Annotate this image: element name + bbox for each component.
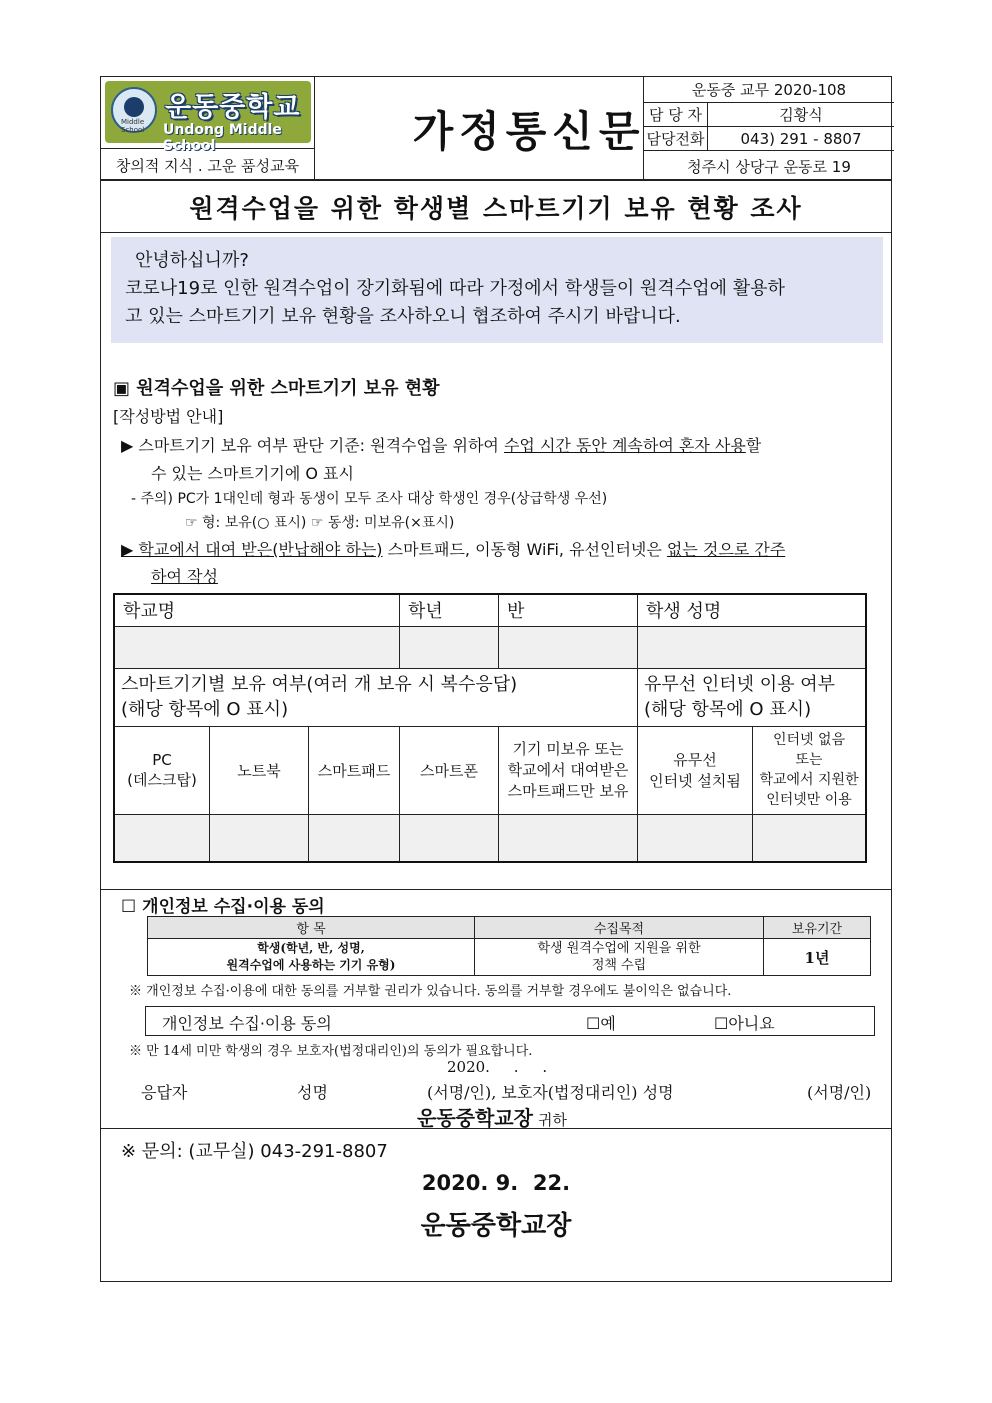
device-ownership-header (114, 668, 638, 726)
privacy-col-item: 항 목 (148, 917, 475, 939)
respondent-name-label: 성명 (297, 1083, 328, 1102)
consent-box (145, 1006, 875, 1036)
pc-column (114, 726, 210, 814)
logo-small-text: Middle School (121, 118, 145, 134)
class-input[interactable] (499, 626, 638, 668)
privacy-heading: ☐ 개인정보 수집·이용 동의 (121, 897, 325, 917)
manager-row (644, 103, 894, 127)
guide-bullet-1-underlined: 수업 시간 동안 계속하여 혼자 사용 (503, 436, 746, 455)
student-name-input[interactable] (638, 626, 867, 668)
guardian-signature: (서명/인) (807, 1083, 872, 1102)
no-internet-answer-cell[interactable] (753, 814, 867, 862)
recipient-suffix: 귀하 (538, 1111, 567, 1129)
consent-no-checkbox[interactable]: ☐아니요 (714, 1014, 775, 1033)
privacy-table (147, 916, 871, 976)
logo-english-name: Undong Middle School (163, 122, 282, 154)
privacy-item-line-1: 학생(학년, 반, 성명, (257, 941, 365, 955)
respondent-label: 응답자 (141, 1083, 188, 1102)
privacy-item-cell (148, 939, 475, 976)
no-device-column (499, 726, 638, 814)
pc-label: PC (152, 750, 172, 769)
guide-note-2: ☞ 형: 보유(○ 표시) ☞ 동생: 미보유(×표시) (185, 515, 455, 531)
internet-usage-header (638, 668, 867, 726)
main-frame (100, 180, 892, 1282)
privacy-purpose-line-1: 학생 원격수업에 지원을 위한 (537, 941, 701, 956)
wired-answer-cell[interactable] (638, 814, 753, 862)
no-internet-line-4: 인터넷만 이용 (766, 792, 852, 808)
guide-note-1: - 주의) PC가 1대인데 형과 동생이 모두 조사 대상 학생인 경우(상급학생 우선) (131, 491, 608, 507)
privacy-purpose-cell (475, 939, 764, 976)
smartpad-column: 스마트패드 (309, 726, 400, 814)
device-header-line-1: 스마트기기별 보유 여부(여러 개 보유 시 복수응답) (121, 674, 518, 695)
smartpad-answer-cell[interactable] (309, 814, 400, 862)
privacy-item-line-2: 원격수업에 사용하는 기기 유형) (226, 958, 396, 972)
address: 청주시 상당구 운동로 19 (687, 157, 851, 176)
grade-input[interactable] (400, 626, 499, 668)
smartphone-column: 스마트폰 (400, 726, 499, 814)
school-logo (105, 81, 311, 154)
document-info-table (643, 77, 893, 181)
no-device-line-1: 기기 미보유 또는 (512, 739, 624, 758)
issue-date: 2020. 9. 22. (421, 1171, 571, 1195)
manager-label: 담 당 자 (644, 103, 708, 126)
no-device-line-2: 학교에서 대여받은 (507, 760, 629, 779)
contact-info: ※ 문의: (교무실) 043-291-8807 (121, 1141, 388, 1162)
privacy-refusal-note: ※ 개인정보 수집·이용에 대한 동의를 거부할 권리가 있습니다. 동의를 거부할 경우에도 불이익은 없습니다. (129, 984, 732, 999)
no-device-line-3: 스마트패드만 보유 (507, 781, 629, 800)
greeting-box (111, 237, 883, 343)
school-emblem-icon (111, 87, 157, 133)
privacy-consent-section (101, 889, 891, 1129)
phone-row (644, 127, 894, 151)
recipient-name: 운동중학교장 (417, 1106, 533, 1130)
device-header-line-2: (해당 항목에 O 표시) (121, 699, 289, 720)
principal-signature: 운동중학교장 (420, 1211, 572, 1241)
survey-table (113, 593, 867, 863)
notebook-column: 노트북 (210, 726, 309, 814)
logo-school-name: 운동중학교 (165, 92, 301, 123)
pc-answer-cell[interactable] (114, 814, 210, 862)
doc-number: 운동중 교무 2020-108 (691, 81, 847, 99)
guide-bullet-2-line2: 하여 작성 (151, 567, 218, 586)
guide-bullet-2 (121, 537, 785, 560)
wired-line-2: 인터넷 설치됨 (649, 772, 741, 790)
phone-label: 담당전화 (644, 127, 708, 150)
guide-bullet-2-underlined-2: 없는 것으로 간주 (666, 540, 786, 559)
guide-bullet-2-text: 스마트패드, 이동형 WiFi, 유선인터넷은 (382, 540, 667, 559)
internet-header-line-1: 유무선 인터넷 이용 여부 (644, 674, 836, 695)
guide-bullet-2-underlined: ▶ 학교에서 대여 받은(반납해야 하는) (121, 540, 383, 559)
greeting-line-2: 코로나19로 인한 원격수업이 장기화됨에 따라 가정에서 학생들이 원격수업에 활용하 (125, 278, 785, 299)
pc-sublabel: (데스크탑) (127, 770, 197, 789)
wired-internet-column (638, 726, 753, 814)
phone-number: 043) 291 - 8807 (740, 129, 862, 148)
guide-bullet-1-line2: 수 있는 스마트기기에 O 표시 (151, 464, 354, 483)
guardian-note: ※ 만 14세 미만 학생의 경우 보호자(법정대리인)의 동의가 필요합니다. (129, 1044, 533, 1059)
class-header: 반 (499, 594, 638, 626)
wired-line-1: 유무선 (673, 751, 717, 769)
privacy-col-purpose: 수집목적 (475, 917, 764, 939)
no-internet-column (753, 726, 867, 814)
no-internet-line-3: 학교에서 지원한 (759, 772, 859, 788)
greeting-line-1: 안녕하십니까? (135, 250, 249, 271)
privacy-purpose-line-2: 정책 수립 (591, 958, 647, 973)
smartphone-answer-cell[interactable] (400, 814, 499, 862)
notebook-answer-cell[interactable] (210, 814, 309, 862)
school-name-input[interactable] (114, 626, 400, 668)
address-row (644, 151, 894, 181)
section-heading: ▣ 원격수업을 위한 스마트기기 보유 현황 (113, 378, 440, 399)
guide-bullet-1-end: 할 (745, 436, 762, 455)
school-name-header: 학교명 (114, 594, 400, 626)
greeting-line-3: 고 있는 스마트기기 보유 현황을 조사하오니 협조하여 주시기 바랍니다. (125, 306, 681, 327)
guide-bullet-1 (121, 433, 891, 456)
privacy-period-cell: 1년 (764, 939, 871, 976)
internet-header-line-2: (해당 항목에 O 표시) (644, 699, 812, 720)
no-internet-line-1: 인터넷 없음 (772, 732, 846, 748)
privacy-col-period: 보유기간 (764, 917, 871, 939)
method-label: [작성방법 안내] (113, 407, 224, 426)
no-internet-line-2: 또는 (795, 752, 823, 768)
recipient (417, 1102, 567, 1131)
logo-box (101, 77, 315, 154)
no-device-answer-cell[interactable] (499, 814, 638, 862)
signature-line: (서명/인), 보호자(법정대리인) 성명 (427, 1083, 674, 1102)
consent-yes-checkbox[interactable]: ☐예 (586, 1014, 616, 1033)
student-name-header: 학생 성명 (638, 594, 867, 626)
survey-title: 원격수업을 위한 학생별 스마트기기 보유 현황 조사 (101, 181, 891, 233)
guide-bullet-1-text: ▶ 스마트기기 보유 여부 판단 기준: 원격수업을 위하여 (121, 436, 504, 455)
consent-label: 개인정보 수집·이용 동의 (162, 1014, 332, 1033)
manager-name: 김황식 (779, 106, 823, 124)
school-motto: 창의적 지식 . 고운 품성교육 (101, 149, 315, 181)
letterhead (100, 76, 892, 180)
doc-number-row (644, 77, 894, 103)
consent-date: 2020. . . (447, 1058, 548, 1076)
document-title: 가정통신문 (412, 107, 646, 156)
grade-header: 학년 (400, 594, 499, 626)
